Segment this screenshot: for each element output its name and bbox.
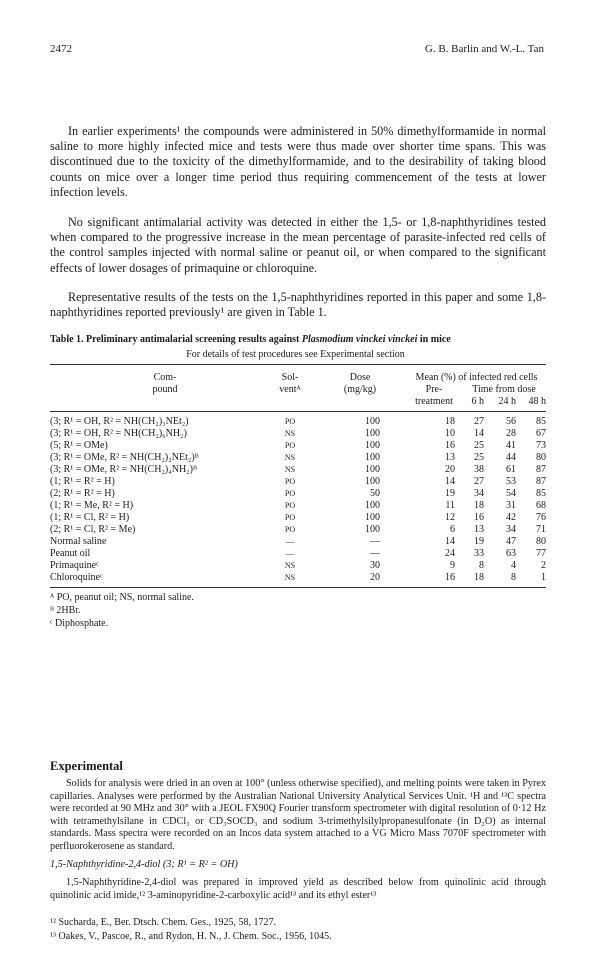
cell-compound: (2; R¹ = Cl, R² = Me): [50, 524, 136, 535]
cell-compound: (3; R¹ = OMe, R² = NH(CH₂)₄NH₂)ᴮ: [50, 464, 197, 475]
cell-dose: 100: [365, 428, 380, 439]
cell-vent: PO: [284, 513, 296, 522]
cell-dose: 100: [365, 416, 380, 427]
cell-6h: 25: [474, 440, 484, 451]
cell-6h: 25: [474, 452, 484, 463]
cell-vent: NS: [284, 453, 296, 462]
cell-pre: 14: [445, 536, 455, 547]
table-row: [0, 452, 591, 464]
cell-pre: 12: [445, 512, 455, 523]
cell-6h: 27: [474, 416, 484, 427]
table-row: [0, 440, 591, 452]
cell-24h: 34: [506, 524, 516, 535]
col-header-dose: [330, 372, 390, 396]
col-header-compound-line2: pound: [152, 384, 178, 395]
cell-24h: 61: [506, 464, 516, 475]
cell-48h: 73: [536, 440, 546, 451]
table-row: [0, 416, 591, 428]
experimental-paragraph: Solids for analysis were dried in an oven at 100° (unless otherwise specified), and melting points were taken in Pyrex capillaries. Analyses were performed by the Australian National University Analytical Services Unit. ¹H and ¹³C spectra were recorded at 90 MHz and 30° with a JEOL FX90Q Fourier transform spectrometer with digital resolution of 0·12 Hz with tetramethylsilane in CDCl₃ or CD₃SOCD₃ and sodium 3-trimethylsilylpropanesulfonate (in D₂O) as internal standards. Mass spectra were recorded on an Incos data system attached to a VG Micro Mass 7070F spectrometer with perfluorokerosene as standard.: [50, 778, 546, 852]
cell-dose: 20: [370, 572, 380, 583]
cell-6h: 33: [474, 548, 484, 559]
cell-pre: 14: [445, 476, 455, 487]
cell-compound: (1; R¹ = R² = H): [50, 476, 115, 487]
table-title-suffix: in mice: [417, 334, 451, 345]
cell-compound: (1; R¹ = Cl, R² = H): [50, 512, 130, 523]
cell-24h: 8: [511, 572, 516, 583]
cell-compound: Primaquineᶜ: [50, 560, 99, 571]
cell-pre: 10: [445, 428, 455, 439]
cell-vent: PO: [284, 501, 296, 510]
cell-24h: 4: [511, 560, 516, 571]
cell-compound: (3; R¹ = OH, R² = NH(CH₂)₆NH₂): [50, 428, 187, 439]
cell-pre: 16: [445, 572, 455, 583]
table-row: [0, 548, 591, 560]
cell-48h: 71: [536, 524, 546, 535]
cell-pre: 16: [445, 440, 455, 451]
cell-6h: 27: [474, 476, 484, 487]
body-paragraph: In earlier experiments¹ the compounds were administered in 50% dimethylformamide in normal saline to more highly infected mice and tests were thus made over shorter time spans. This was discontinued due to the toxicity of the dimethylformamide, and to the desirability of taking blood counts on mice over a longer time period thus requiring commencement of the tests at lower infection levels.: [50, 124, 546, 199]
cell-48h: 85: [536, 488, 546, 499]
col-header-solvent-line2: ventᴬ: [279, 384, 301, 395]
cell-48h: 80: [536, 536, 546, 547]
cell-dose: 50: [370, 488, 380, 499]
col-header-pretreatment: [408, 384, 460, 408]
table-title-species: Plasmodium vinckei vinckei: [301, 334, 418, 345]
cell-dose: 100: [365, 464, 380, 475]
col-header-dose-line1: Dose: [349, 372, 371, 383]
section-heading-experimental: Experimental: [50, 759, 123, 773]
cell-pre: 11: [445, 500, 455, 511]
body-paragraph: Representative results of the tests on the 1,5-naphthyridines reported in this paper and some 1,8-naphthyridines reported previously¹ are given in Table 1.: [50, 290, 546, 320]
col-header-compound-line1: Com-: [153, 372, 177, 383]
table-title: [50, 334, 451, 345]
col-header-mean: Mean (%) of infected red cells: [415, 372, 538, 383]
cell-dose: —: [370, 548, 380, 559]
page-number: 2472: [50, 43, 72, 55]
table-title-prefix: Table 1. Preliminary antimalarial screening results against: [50, 334, 302, 345]
cell-48h: 67: [536, 428, 546, 439]
cell-vent: NS: [284, 429, 296, 438]
cell-48h: 68: [536, 500, 546, 511]
cell-48h: 87: [536, 476, 546, 487]
cell-pre: 9: [450, 560, 455, 571]
cell-48h: 85: [536, 416, 546, 427]
cell-6h: 16: [474, 512, 484, 523]
cell-dose: —: [370, 536, 380, 547]
cell-pre: 18: [445, 416, 455, 427]
col-header-solvent-line1: Sol-: [281, 372, 299, 383]
cell-24h: 42: [506, 512, 516, 523]
cell-compound: (5; R¹ = OMe): [50, 440, 108, 451]
cell-pre: 13: [445, 452, 455, 463]
col-header-6h: 6 h: [471, 396, 484, 407]
cell-compound: Chloroquineᶜ: [50, 572, 103, 583]
table-row: [0, 572, 591, 584]
cell-compound: Peanut oil: [50, 548, 91, 559]
cell-dose: 30: [370, 560, 380, 571]
cell-24h: 56: [506, 416, 516, 427]
cell-vent: PO: [284, 417, 296, 426]
table-subtitle: For details of test procedures see Experimental section: [186, 349, 405, 360]
col-header-dose-line2: (mg/kg): [343, 384, 377, 395]
cell-vent: —: [286, 537, 294, 546]
running-header-authors: G. B. Barlin and W.-L. Tan: [424, 43, 544, 55]
cell-compound: Normal saline: [50, 536, 107, 547]
body-paragraph: No significant antimalarial activity was detected in either the 1,5- or 1,8-naphthyridines tested when compared to the progressive increase in the mean percentage of parasite-infected red cells of the control samples injected with normal saline or peanut oil, or when compared to the significant effects of lower dosages of primaquine or chloroquine.: [50, 215, 546, 275]
col-header-48h: 48 h: [528, 396, 546, 407]
cell-6h: 14: [474, 428, 484, 439]
cell-vent: PO: [284, 489, 296, 498]
col-header-time-from-dose: Time from dose: [472, 384, 536, 395]
cell-24h: 44: [506, 452, 516, 463]
cell-6h: 18: [474, 572, 484, 583]
cell-6h: 8: [479, 560, 484, 571]
table-bottom-rule: [50, 587, 546, 588]
table-note-a: ᴬ PO, peanut oil; NS, normal saline.: [50, 592, 194, 603]
col-header-pre-line2: treatment: [415, 396, 453, 407]
cell-compound: (2; R¹ = R² = H): [50, 488, 115, 499]
table-row: [0, 428, 591, 440]
cell-compound: (3; R¹ = OH, R² = NH(CH₂)₃NEt₂): [50, 416, 189, 427]
cell-6h: 34: [474, 488, 484, 499]
cell-dose: 100: [365, 524, 380, 535]
footnote-12: ¹² Sucharda, E., Ber. Dtsch. Chem. Ges., 1925, 58, 1727.: [50, 917, 276, 928]
experimental-paragraph-2: 1,5-Naphthyridine-2,4-diol was prepared in improved yield as described below from quinolinic acid through quinolinic acid imide,¹² 3-aminopyridine-2-carboxylic acid¹³ and its ethyl ester¹³: [50, 877, 546, 901]
col-header-pre-line1: Pre-: [425, 384, 443, 395]
table-row: [0, 476, 591, 488]
cell-6h: 18: [474, 500, 484, 511]
cell-vent: PO: [284, 525, 296, 534]
cell-6h: 38: [474, 464, 484, 475]
table-row: [0, 512, 591, 524]
cell-48h: 1: [541, 572, 546, 583]
cell-dose: 100: [365, 440, 380, 451]
cell-vent: NS: [284, 573, 296, 582]
cell-vent: NS: [284, 465, 296, 474]
cell-24h: 53: [506, 476, 516, 487]
footnote-13: ¹³ Oakes, V., Pascoe, R., and Rydon, H. N., J. Chem. Soc., 1956, 1045.: [50, 931, 332, 942]
cell-pre: 19: [445, 488, 455, 499]
cell-vent: —: [286, 549, 294, 558]
cell-dose: 100: [365, 452, 380, 463]
cell-compound: (3; R¹ = OMe, R² = NH(CH₂)₂NEt₂)ᴮ: [50, 452, 199, 463]
table-row: [0, 488, 591, 500]
cell-48h: 87: [536, 464, 546, 475]
cell-vent: PO: [284, 477, 296, 486]
cell-24h: 28: [506, 428, 516, 439]
cell-dose: 100: [365, 476, 380, 487]
cell-48h: 77: [536, 548, 546, 559]
table-row: [0, 536, 591, 548]
cell-dose: 100: [365, 500, 380, 511]
cell-pre: 24: [445, 548, 455, 559]
cell-6h: 13: [474, 524, 484, 535]
cell-pre: 20: [445, 464, 455, 475]
table-note-b: ᴮ 2HBr.: [50, 605, 81, 616]
cell-24h: 63: [506, 548, 516, 559]
col-header-solvent: [270, 372, 310, 396]
table-row: [0, 500, 591, 512]
cell-24h: 31: [506, 500, 516, 511]
table-header-rule: [50, 411, 546, 412]
cell-24h: 41: [506, 440, 516, 451]
cell-48h: 80: [536, 452, 546, 463]
cell-vent: PO: [284, 441, 296, 450]
table-row: [0, 464, 591, 476]
cell-6h: 19: [474, 536, 484, 547]
cell-24h: 54: [506, 488, 516, 499]
cell-48h: 76: [536, 512, 546, 523]
cell-dose: 100: [365, 512, 380, 523]
cell-48h: 2: [541, 560, 546, 571]
table-row: [0, 560, 591, 572]
cell-compound: (1; R¹ = Me, R² = H): [50, 500, 134, 511]
table-row: [0, 524, 591, 536]
col-header-compound: [125, 372, 205, 396]
col-header-24h: 24 h: [498, 396, 516, 407]
cell-pre: 6: [450, 524, 455, 535]
table-top-rule: [50, 364, 546, 365]
cell-24h: 47: [506, 536, 516, 547]
table-note-c: ᶜ Diphosphate.: [50, 618, 109, 629]
compound-subheading: 1,5-Naphthyridine-2,4-diol (3; R¹ = R² = OH): [50, 859, 238, 870]
cell-vent: NS: [284, 561, 296, 570]
